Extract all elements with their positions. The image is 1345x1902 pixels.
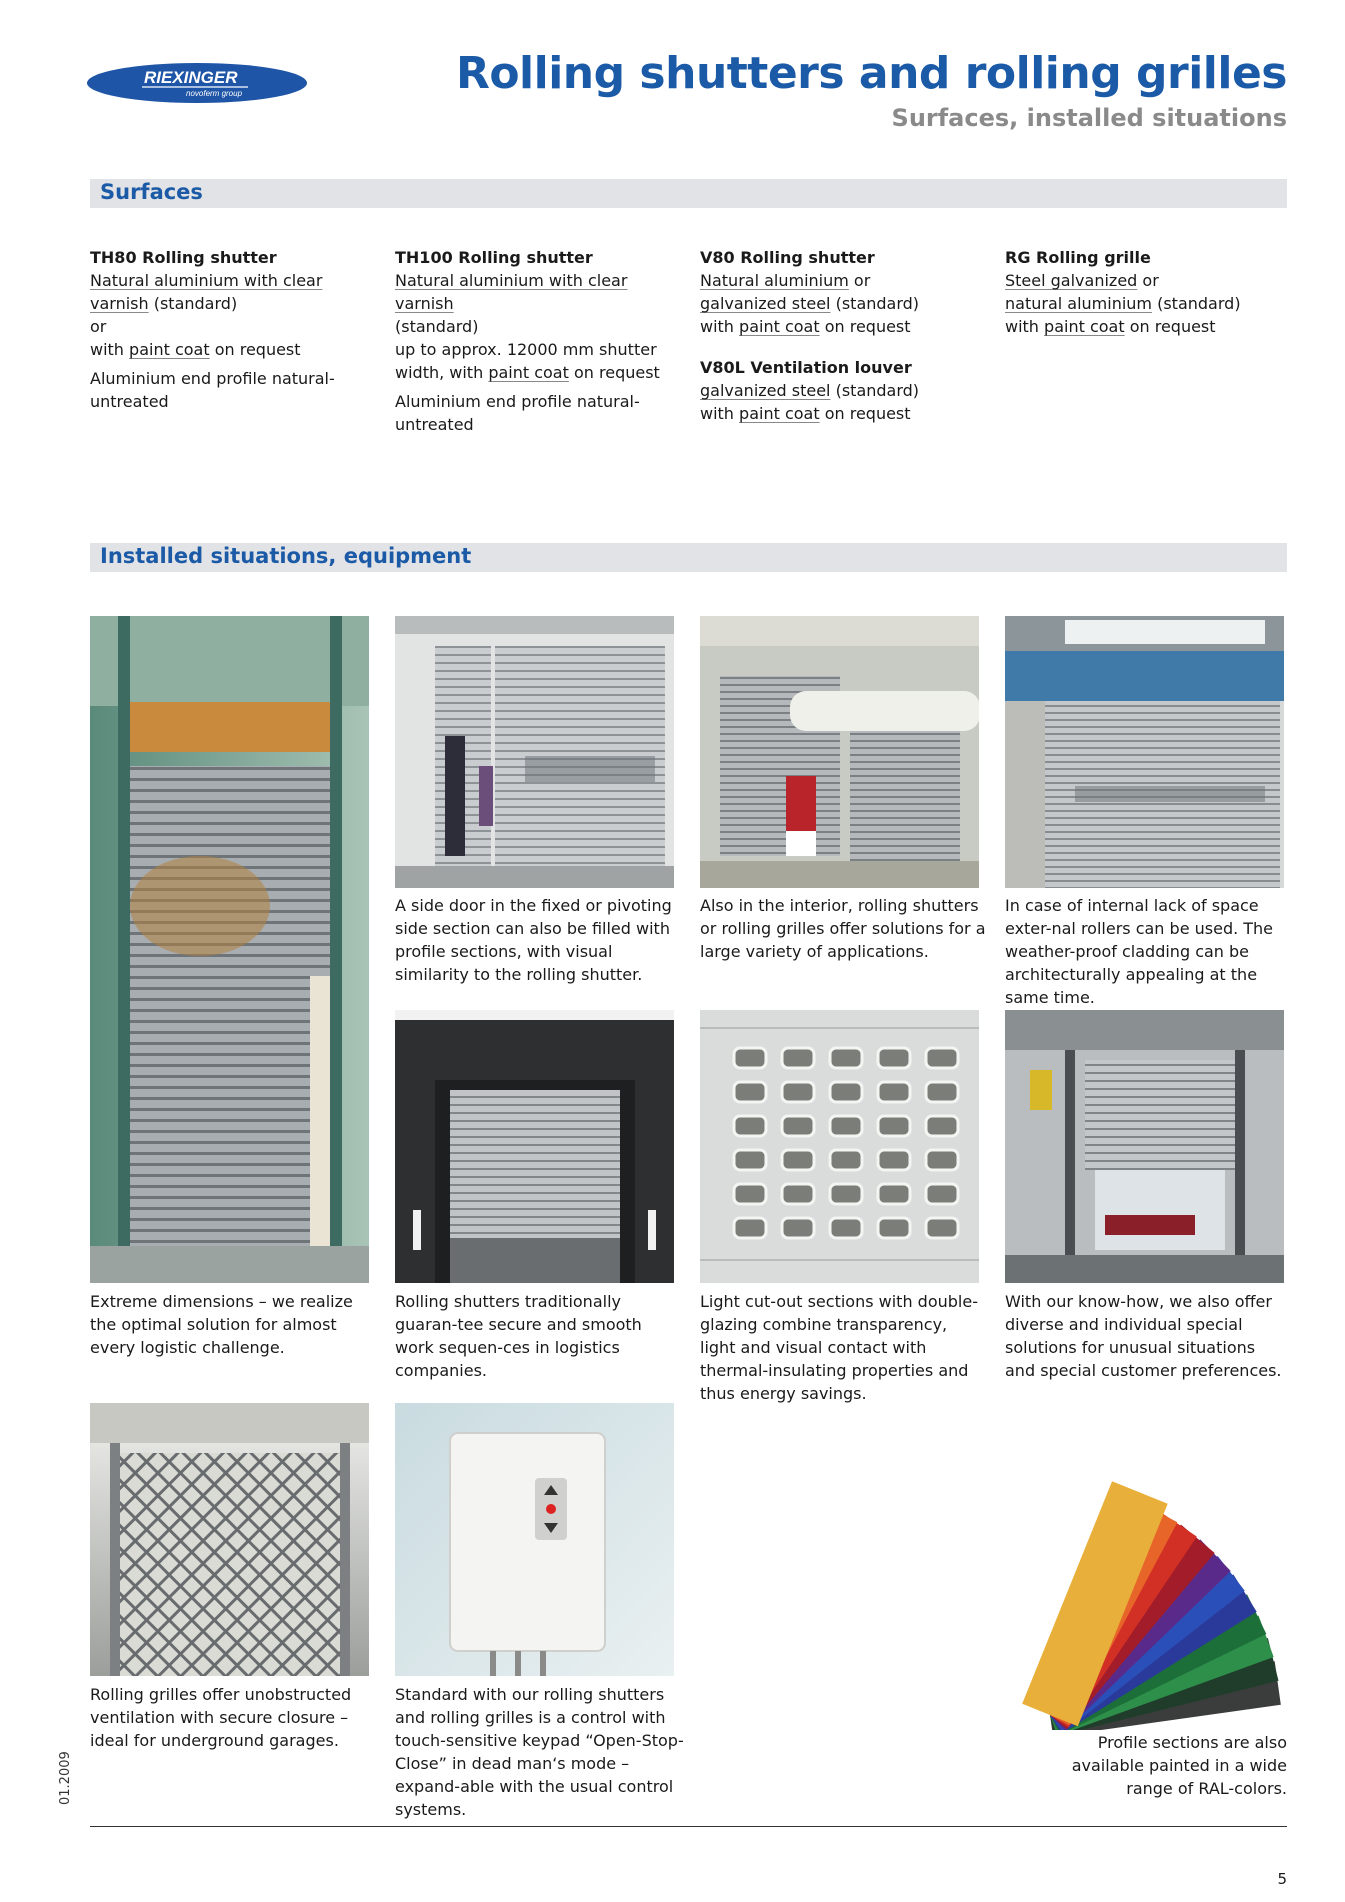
caption-external: In case of internal lack of space exter-nal rollers can be used. The weather-proof cladding can be architecturally appealing at the same time.	[1005, 896, 1274, 1007]
caption-extreme: Extreme dimensions – we realize the optimal solution for almost every logistic challenge.	[90, 1292, 353, 1357]
caption-control: Standard with our rolling shutters and rolling grilles is a control with touch-sensitive keypad “Open-Stop-Close” in dead man‘s mode – expand-able with the usual control systems.	[395, 1685, 684, 1819]
th100-standard: (standard)	[395, 317, 479, 336]
th80-or: or	[90, 317, 107, 336]
rg-aluminium: natural aluminium	[1005, 294, 1153, 313]
v80-or: or	[848, 271, 871, 290]
v80-title: V80 Rolling shutter	[700, 248, 875, 267]
caption-side-door: A side door in the fixed or pivoting side section can also be filled with profile sections, with visual similarity to the rolling shutter.	[395, 896, 672, 984]
th100-paint-coat: paint coat	[488, 363, 569, 382]
photo-side-door	[395, 616, 674, 888]
th100-request: on request	[568, 363, 660, 382]
caption-logistics: Rolling shutters traditionally guaran-tee secure and smooth work sequen-ces in logistics companies.	[395, 1292, 642, 1380]
th80-material-cont: varnish	[90, 294, 149, 313]
rg-steel: Steel galvanized	[1005, 271, 1138, 290]
caption-interior: Also in the interior, rolling shutters or rolling grilles offer solutions for a large variety of applications.	[700, 896, 986, 961]
caption-ral: Profile sections are also available painted in a wide range of RAL-colors.	[1071, 1733, 1287, 1798]
photo-tall-shutter	[90, 616, 369, 1283]
footer-rule	[90, 1826, 1287, 1827]
th100-width: up to approx. 12000 mm shutter	[395, 340, 657, 359]
rg-with: with	[1005, 317, 1045, 336]
th80-material: Natural aluminium with clear	[90, 271, 323, 290]
photo-grille-garage	[90, 1403, 369, 1676]
brand-logo	[86, 62, 308, 104]
photo-cutout-sections	[700, 1010, 979, 1283]
th80-request: on request	[209, 340, 301, 359]
th100-end-profile-cont: untreated	[395, 415, 474, 434]
footer-date: 01.2009	[58, 1751, 73, 1805]
surface-th80	[90, 246, 375, 413]
v80-steel: galvanized steel	[700, 294, 831, 313]
surface-rg	[1005, 246, 1290, 338]
th100-material: Natural aluminium with clear varnish	[395, 271, 628, 313]
v80-with: with	[700, 317, 740, 336]
page-title: Rolling shutters and rolling grilles	[455, 48, 1287, 99]
th80-standard: (standard)	[148, 294, 238, 313]
v80l-with: with	[700, 404, 740, 423]
th80-end-profile-cont: untreated	[90, 392, 169, 411]
surface-v80	[700, 246, 985, 425]
ral-color-fan	[1010, 1460, 1300, 1730]
section-bar-installed	[90, 543, 1287, 572]
v80-paint-coat: paint coat	[739, 317, 820, 336]
brand-subname: novoferm group	[186, 89, 243, 98]
v80-standard: (standard)	[830, 294, 920, 313]
th80-title: TH80 Rolling shutter	[90, 248, 277, 267]
page-number: 5	[1277, 1870, 1287, 1888]
v80-aluminium: Natural aluminium	[700, 271, 849, 290]
v80l-title: V80L Ventilation louver	[700, 358, 912, 377]
photo-control-box	[395, 1403, 674, 1676]
th80-with: with	[90, 340, 130, 359]
photo-special-solution	[1005, 1010, 1284, 1283]
v80l-standard: (standard)	[830, 381, 920, 400]
section-title-installed: Installed situations, equipment	[100, 544, 472, 568]
rg-request: on request	[1124, 317, 1216, 336]
surface-th100	[395, 246, 685, 436]
th80-end-profile: Aluminium end profile natural-	[90, 369, 335, 388]
rg-title: RG Rolling grille	[1005, 248, 1151, 267]
th100-end-profile: Aluminium end profile natural-	[395, 392, 640, 411]
v80-request: on request	[819, 317, 911, 336]
th100-width-cont: width, with	[395, 363, 489, 382]
photo-logistics-dock	[395, 1010, 674, 1283]
v80l-steel: galvanized steel	[700, 381, 831, 400]
rg-standard: (standard)	[1152, 294, 1241, 313]
rg-or: or	[1137, 271, 1159, 290]
section-bar-surfaces	[90, 179, 1287, 208]
caption-grilles: Rolling grilles offer unobstructed ventilation with secure closure – ideal for underground garages.	[90, 1685, 352, 1750]
photo-external-roller	[1005, 616, 1284, 888]
brand-name: RIEXINGER	[144, 68, 238, 87]
th100-title: TH100 Rolling shutter	[395, 248, 593, 267]
caption-knowhow: With our know-how, we also offer diverse and individual special solutions for unusual situations and special customer preferences.	[1005, 1292, 1282, 1380]
page-subtitle: Surfaces, installed situations	[891, 104, 1287, 132]
th80-paint-coat: paint coat	[129, 340, 210, 359]
photo-interior	[700, 616, 979, 888]
rg-paint-coat: paint coat	[1044, 317, 1125, 336]
caption-cutouts: Light cut-out sections with double-glazing combine transparency, light and visual contact with thermal-insulating properties and thus energy savings.	[700, 1292, 978, 1403]
section-title-surfaces: Surfaces	[100, 180, 203, 204]
v80l-request: on request	[819, 404, 911, 423]
v80l-paint-coat: paint coat	[739, 404, 820, 423]
